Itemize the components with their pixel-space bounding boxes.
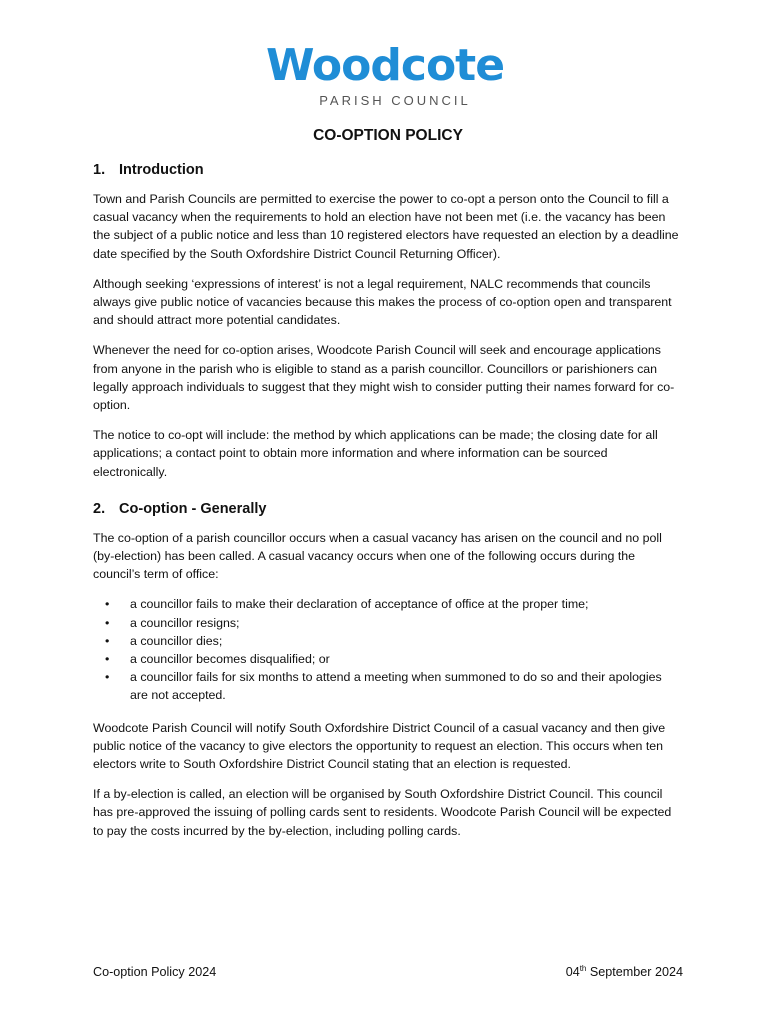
vacancy-reasons-list	[93, 595, 683, 704]
list-item: • a councillor becomes disqualified; or	[93, 650, 683, 668]
section-number: 2.	[93, 500, 106, 517]
section-heading	[93, 162, 683, 178]
list-item: • a councillor dies;	[93, 632, 683, 650]
paragraph: Town and Parish Councils are permitted to exercise the power to co-opt a person onto the Council to fill a casual vacancy when the requirements to hold an election have not been met (i.e. the vacancy has been the subject of a public notice and less than 10 registered electors have requested an election by a deadline date specified by the South Oxfordshire District Council Returning Officer).	[93, 192, 679, 261]
page-footer	[93, 965, 683, 979]
list-item: • a councillor fails for six months to attend a meeting when summoned to do so and their apologies are not accepted.	[105, 670, 662, 703]
bullet-glyph: •	[105, 670, 110, 685]
section-number: 1.	[93, 162, 106, 178]
paragraph: If a by-election is called, an election will be organised by South Oxfordshire District Council. This council has pre-approved the issuing of polling cards sent to residents. Woodcote Parish Council will be expected to pay the costs incurred by the by-election, including polling cards.	[93, 787, 672, 838]
section-co-option-generally	[93, 501, 683, 840]
document-title: CO-OPTION POLICY	[313, 127, 463, 144]
footer-date: 04th September 2024	[565, 963, 683, 979]
section-introduction	[93, 162, 683, 481]
paragraph: Although seeking ‘expressions of interest’ is not a legal requirement, NALC recommends that councils always give public notice of vacancies because this makes the process of co-option open and transparent and should attract more potential candidates.	[93, 276, 672, 328]
bullet-glyph: •	[105, 615, 110, 630]
list-item: • a councillor fails to make their declaration of acceptance of office at the proper time;	[93, 595, 683, 613]
section-title: Introduction	[119, 162, 204, 178]
bullet-glyph: •	[105, 597, 110, 612]
logo-subtitle: PARISH COUNCIL	[319, 93, 471, 108]
section-title: Co-option - Generally	[119, 500, 267, 517]
paragraph: Woodcote Parish Council will notify South Oxfordshire District Council of a casual vacancy and then give public notice of the vacancy to give electors the opportunity to request an election. This occurs when ten electors write to South Oxfordshire District Council stating that an election is requested.	[93, 720, 666, 772]
paragraph: The co-option of a parish councillor occurs when a casual vacancy has arisen on the council and no poll (by-election) has been called. A casual vacancy occurs when one of the following occurs during the council’s term of office:	[93, 530, 662, 582]
list-item: • a councillor resigns;	[93, 614, 683, 632]
footer-document-name: Co-option Policy 2024	[93, 965, 217, 979]
document-body	[93, 127, 683, 852]
logo-wordmark: Woodcote	[265, 40, 505, 91]
bullet-glyph: •	[105, 652, 110, 667]
paragraph: The notice to co-opt will include: the method by which applications can be made; the closing date for all applications; a contact point to obtain more information and where information can be sourced electronically.	[93, 428, 658, 479]
section-heading	[93, 501, 683, 517]
bullet-glyph: •	[105, 633, 110, 648]
paragraph: Whenever the need for co-option arises, Woodcote Parish Council will seek and encourage applications from anyone in the parish who is eligible to stand as a parish councillor. Councillors or parishioners can legally approach individuals to suggest that they might wish to consider putting their names forward for co-option.	[93, 343, 675, 413]
council-logo	[0, 40, 770, 108]
